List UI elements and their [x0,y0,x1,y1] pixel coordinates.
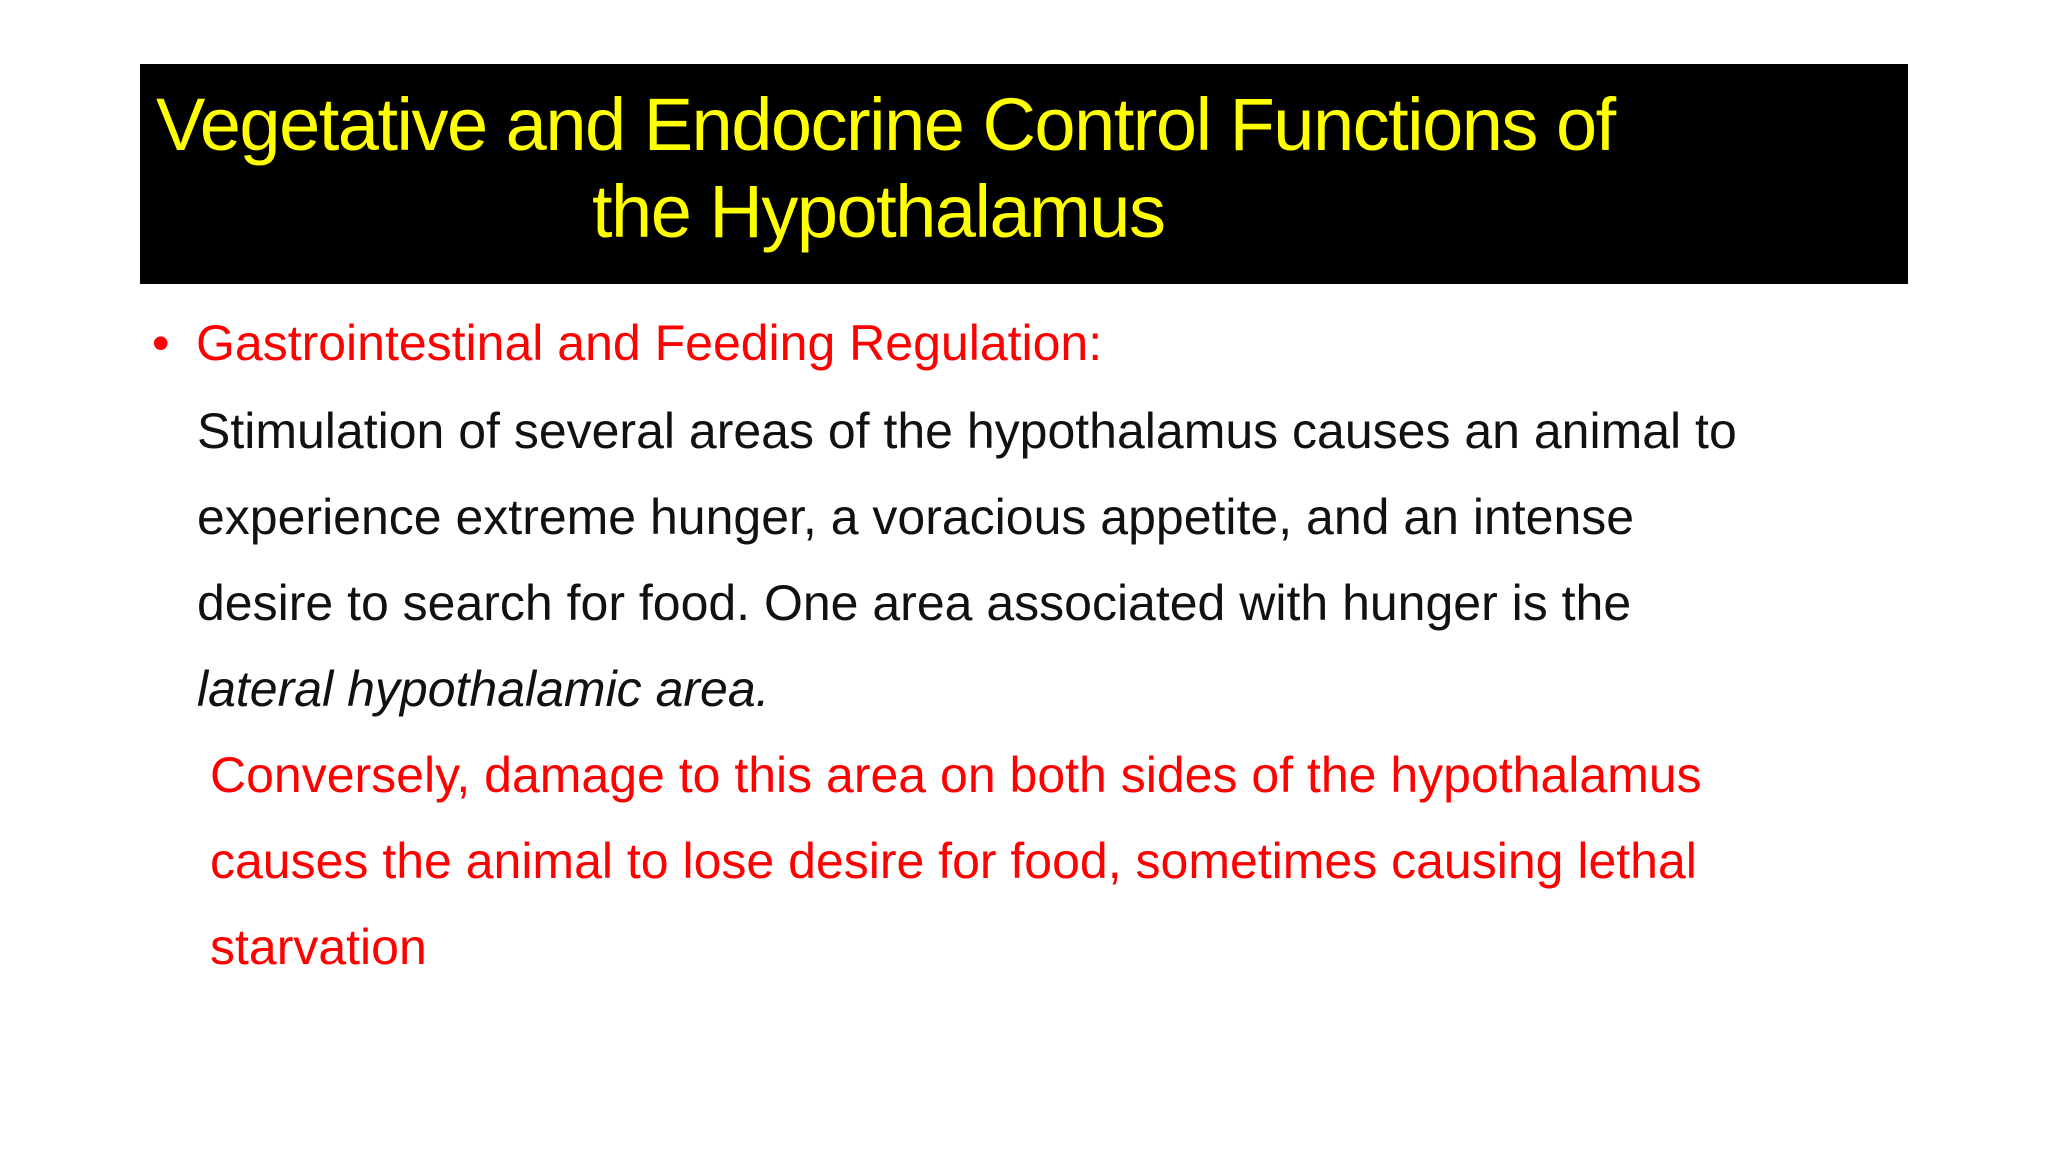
body-line-2: experience extreme hunger, a voracious appetite, and an intense [197,489,1635,545]
bullet-icon: • [152,315,170,371]
title-bar [140,64,1908,284]
slide-title-line-1: Vegetative and Endocrine Control Functions of [156,83,1615,166]
emphasis-line-2: causes the animal to lose desire for food, sometimes causing lethal [210,833,1697,889]
slide-title-line-2: the Hypothalamus [592,170,1165,253]
emphasis-paragraph [210,732,1702,990]
body-paragraph [197,388,1737,732]
bullet-item [152,310,1102,376]
body-line-3: desire to search for food. One area associated with hunger is the [197,575,1632,631]
emphasis-line-1: Conversely, damage to this area on both sides of the hypothalamus [210,747,1702,803]
body-line-1: Stimulation of several areas of the hypothalamus causes an animal to [197,403,1737,459]
body-line-4-italic: lateral hypothalamic area. [197,661,770,717]
bullet-heading: Gastrointestinal and Feeding Regulation: [196,315,1103,371]
emphasis-line-3: starvation [210,919,427,975]
